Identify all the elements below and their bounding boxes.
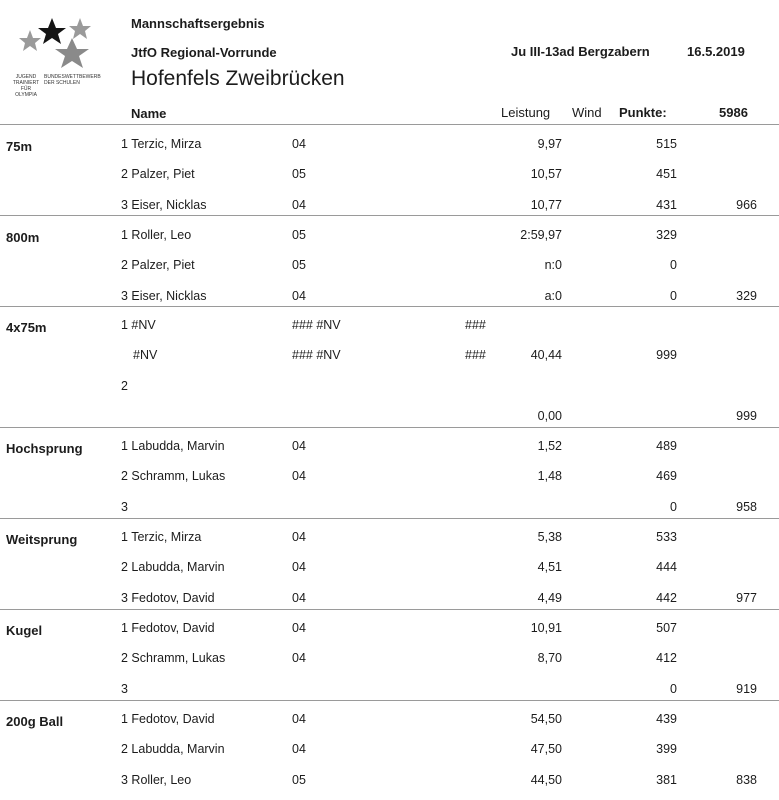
event-name: 4x75m <box>6 320 47 335</box>
athlete-name: 2 Labudda, Marvin <box>121 560 225 575</box>
points-value: 399 <box>656 742 677 757</box>
points-value: 0 <box>670 499 677 514</box>
birth-year: 04 <box>292 197 306 212</box>
age-category: Ju III-13ad Bergzabern <box>511 44 650 59</box>
performance-value: 1,48 <box>537 469 562 484</box>
logo-text-right-1: BUNDESWETTBEWERB <box>44 74 101 80</box>
athlete-name: 1 Terzic, Mirza <box>121 137 202 151</box>
event-name: Kugel <box>6 623 43 638</box>
performance-value: 2:59,97 <box>520 228 562 242</box>
athlete-name: 3 Eiser, Nicklas <box>121 197 207 212</box>
points-value: 442 <box>656 590 677 605</box>
performance-value: 0,00 <box>537 408 562 423</box>
birth-year: 04 <box>292 651 306 666</box>
athlete-name: 3 <box>121 499 128 514</box>
athlete-name: #NV <box>133 348 158 363</box>
birth-year: 04 <box>292 288 306 303</box>
event-name: Hochsprung <box>6 441 83 456</box>
birth-year: 04 <box>292 590 306 605</box>
event-name: 800m <box>6 230 40 245</box>
col-name: Name <box>131 106 167 121</box>
logo-text-left-1: JUGEND <box>15 74 37 80</box>
birth-year: 05 <box>292 772 306 787</box>
athlete-name: 3 <box>121 681 128 696</box>
athlete-name: 3 Fedotov, David <box>121 590 215 605</box>
stars-logo-icon <box>8 12 108 72</box>
athlete-name: 3 Eiser, Nicklas <box>121 288 207 303</box>
points-value: 0 <box>670 258 677 273</box>
event-divider <box>0 215 779 216</box>
title-result: Mannschaftsergebnis <box>131 16 265 31</box>
event-name: 75m <box>6 139 33 154</box>
logo-text-left-4: OLYMPIA <box>15 92 37 98</box>
birth-year: 04 <box>292 712 306 726</box>
performance-value: n:0 <box>544 258 562 273</box>
event-divider <box>0 700 779 701</box>
logo-text-left-2: TRAINIERT <box>12 80 40 86</box>
points-value: 533 <box>656 530 677 544</box>
birth-year: 04 <box>292 469 306 484</box>
event-divider <box>0 306 779 307</box>
athlete-name: 1 Fedotov, David <box>121 712 215 726</box>
points-value: 329 <box>656 228 677 242</box>
performance-value: 40,44 <box>530 348 562 363</box>
performance-value: 47,50 <box>530 742 562 757</box>
athlete-name: 3 Roller, Leo <box>121 772 192 787</box>
logo-text-left-3: FÜR <box>20 86 32 92</box>
col-leistung: Leistung <box>501 105 551 120</box>
athlete-name: 2 Schramm, Lukas <box>121 651 226 666</box>
birth-year: 04 <box>292 560 306 575</box>
athlete-name: 2 <box>121 378 128 393</box>
event-total-points: 838 <box>736 772 757 787</box>
team-total-points: 5986 <box>719 105 748 120</box>
points-value: 444 <box>656 560 677 575</box>
performance-value: 10,57 <box>530 167 562 182</box>
birth-year: 04 <box>292 439 306 453</box>
event-total-points: 966 <box>736 197 757 212</box>
athlete-name: 1 Fedotov, David <box>121 621 215 635</box>
school-name: Hofenfels Zweibrücken <box>131 67 345 90</box>
header-divider <box>0 124 779 125</box>
col-wind: Wind <box>572 105 602 120</box>
performance-value: 4,49 <box>537 590 562 605</box>
event-divider <box>0 427 779 428</box>
event-total-points: 999 <box>736 408 757 423</box>
event-name: 200g Ball <box>6 714 64 729</box>
performance-value: 44,50 <box>530 772 562 787</box>
event-total-points: 329 <box>736 288 757 303</box>
points-value: 412 <box>656 651 677 666</box>
birth-year: 04 <box>292 742 306 757</box>
birth-year: 05 <box>292 228 306 242</box>
athlete-name: 1 Terzic, Mirza <box>121 530 202 544</box>
col-punkte: Punkte: <box>619 105 667 120</box>
logo-text-right-2: DER SCHULEN <box>44 80 80 86</box>
performance-value: 9,97 <box>537 137 562 151</box>
event-divider <box>0 609 779 610</box>
event-total-points: 977 <box>736 590 757 605</box>
athlete-name: 2 Palzer, Piet <box>121 258 195 273</box>
birth-year: 04 <box>292 530 306 544</box>
athlete-name: 1 Labudda, Marvin <box>121 439 225 453</box>
points-value: 489 <box>656 439 677 453</box>
performance-value: 10,77 <box>530 197 562 212</box>
birth-year: 05 <box>292 258 306 273</box>
performance-value: 1,52 <box>537 439 562 453</box>
performance-value: a:0 <box>544 288 562 303</box>
athlete-name: 1 #NV <box>121 318 156 332</box>
event-total-points: 919 <box>736 681 757 696</box>
points-value: 0 <box>670 288 677 303</box>
points-value: 381 <box>656 772 677 787</box>
points-value: 507 <box>656 621 677 635</box>
birth-year: 05 <box>292 167 306 182</box>
performance-value: 54,50 <box>530 712 562 726</box>
performance-value: 4,51 <box>537 560 562 575</box>
performance-value: 5,38 <box>537 530 562 544</box>
event-total-points: 958 <box>736 499 757 514</box>
points-value: 0 <box>670 681 677 696</box>
points-value: 515 <box>656 137 677 151</box>
points-value: 439 <box>656 712 677 726</box>
points-value: 999 <box>656 348 677 363</box>
event-name: Weitsprung <box>6 532 78 547</box>
athlete-name: 2 Labudda, Marvin <box>121 742 225 757</box>
athlete-name: 2 Palzer, Piet <box>121 167 195 182</box>
birth-year: 04 <box>292 621 306 635</box>
birth-year: 04 <box>292 137 306 151</box>
performance-value: 10,91 <box>530 621 562 635</box>
athlete-name: 2 Schramm, Lukas <box>121 469 226 484</box>
title-competition: JtfO Regional-Vorrunde <box>131 45 277 60</box>
relay-placeholder: ### <box>465 348 486 363</box>
athlete-name: 1 Roller, Leo <box>121 228 192 242</box>
points-value: 469 <box>656 469 677 484</box>
jtfo-logo <box>8 12 108 104</box>
birth-year: ### #NV <box>292 348 341 363</box>
relay-placeholder: ### <box>465 318 486 332</box>
event-date: 16.5.2019 <box>687 44 745 59</box>
points-value: 451 <box>656 167 677 182</box>
birth-year: ### #NV <box>292 318 341 332</box>
event-divider <box>0 518 779 519</box>
points-value: 431 <box>656 197 677 212</box>
performance-value: 8,70 <box>537 651 562 666</box>
